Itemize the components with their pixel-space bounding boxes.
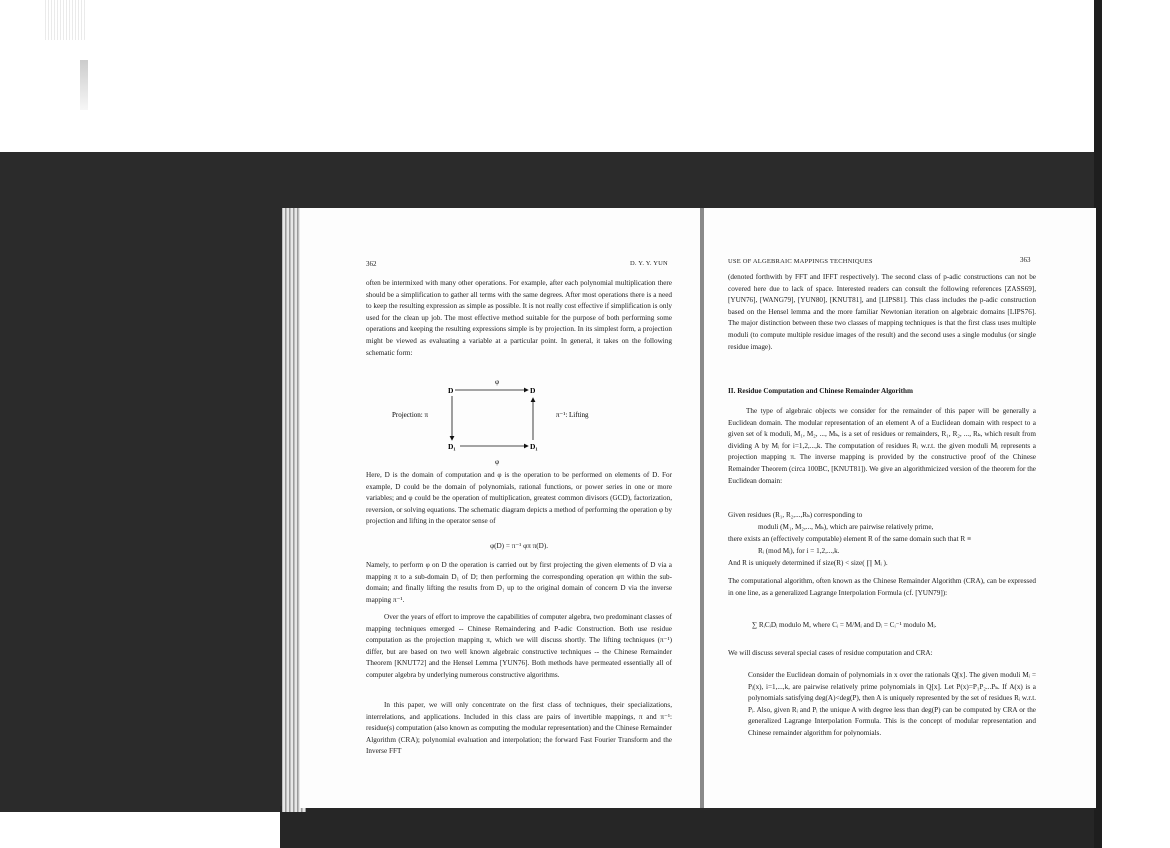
left-page-number: 362	[366, 260, 377, 268]
right-paragraph-4: We will discuss several special cases of residue computation and CRA:	[728, 649, 933, 657]
right-paragraph-3: The computational algorithm, often known as the Chinese Remainder Algorithm (CRA), can be expressed in one line, as a generalized Lagrange Interpolation Formula (cf. [YUN79]):	[728, 577, 1036, 597]
diagram-top-arrow-label: φ	[495, 378, 500, 386]
right-running-head: USE OF ALGEBRAIC MAPPINGS TECHNIQUES	[728, 258, 873, 265]
left-paragraph-1: often be intermixed with many other operations. For example, after each polynomial multiplication there should be a simplification to gather all terms with the same degrees. After most operations there is a need to keep the resulting expression as simple as possible. It is not really cost effective if simplification is only used for the clean up job. The most effective method suitable for the purpose of both performing some operations and keeping the resulting expressions simple is by projection. In its simplest form, a projection might be viewed as evaluating a variable at a particular point. In general, it takes on the following schematic form:	[366, 279, 672, 357]
diagram-projection-label: Projection: π	[392, 411, 429, 419]
scanner-bottom-edge	[280, 806, 1170, 848]
right-paragraph-5: Consider the Euclidean domain of polynomials in x over the rationals Q[x]. The given moduli Mᵢ = Pᵢ(x), i=1,...,k, are pairwise relatively prime polynomials in Q[x]. Let P(x)=P₁P₂...Pₖ. If A(x) is a polynomials satisfying deg(A)<deg(P), then A is uniquely represented by the set of residues Rᵢ w.r.t. Pᵢ. Also, given Rᵢ and Pᵢ the unique A with degree less than deg(P) can be computed by CRA or the generalized Lagrange Interpolation Formula. This is the concept of modular representation and Chinese remainder algorithm for polynomials.	[748, 671, 1036, 737]
scan-artifact	[45, 0, 85, 40]
diagram-bottom-arrow-label: φ	[495, 458, 500, 466]
right-page-number: 363	[1020, 256, 1031, 264]
diagram-node-top-right: D	[530, 386, 536, 395]
theorem-line-2: moduli (M₁, M₂,..., Mₖ), which are pairwise relatively prime,	[758, 523, 934, 531]
operator-equation: φ(D) = π⁻¹ φπ π(D).	[489, 542, 549, 550]
projection-diagram	[390, 376, 650, 468]
diagram-node-bottom-right: D₁	[530, 442, 538, 451]
right-page	[704, 208, 1096, 808]
theorem-line-1: Given residues (R₁, R₂,...,Rₖ) corresponding to	[728, 511, 863, 519]
diagram-node-top-left: D	[448, 386, 454, 395]
right-paragraph-2: The type of algebraic objects we consider for the remainder of this paper will be generally a Euclidean domain. The modular representation of an element A of a Euclidean domain with respect to a given set of k moduli, M₁, M₂, ..., Mₖ, is a set of residues or remainders, R₁, R₂, ..., Rₖ, which result from dividing A by Mᵢ for i=1,2,...,k. The computation of residues Rᵢ w.r.t. the given moduli Mᵢ represents a projection mapping π. The inverse mapping is provided by the constructive proof of the Chinese Remainder Theorem (circa 100BC, [KNUT81]). We give an algorithmicized version of the theorem for the Euclidean domain:	[728, 407, 1036, 485]
diagram-node-bottom-left: D₁	[448, 442, 456, 451]
scan-artifact	[80, 60, 88, 110]
left-running-head: D. Y. Y. YUN	[630, 260, 668, 267]
cra-formula: ∑ RᵢCᵢDᵢ modulo M, where Cᵢ = M/Mᵢ and Dᵢ = Cᵢ⁻¹ modulo Mᵢ.	[752, 621, 937, 629]
left-paragraph-5: In this paper, we will only concentrate on the first class of techniques, their specializations, interrelations, and applications. Included in this class are pairs of invertible mappings, π and π⁻¹: residue(s) computation (also known as computing the modular representation) and the Chinese Remainder Algorithm (CRA); polynomial evaluation and interpolation; the forward Fast Fourier Transform and the Inverse FFT	[366, 701, 672, 756]
theorem-line-5: And R is uniquely determined if size(R) < size( ∏ Mᵢ ).	[728, 559, 888, 567]
left-paragraph-2: Here, D is the domain of computation and φ is the operation to be performed on elements of D. For example, D could be the domain of polynomials, rational functions, or power series in one or more variables; and φ could be the operation of multiplication, greatest common divisors (GCD), factorization, reversion, or solving equations. The schematic diagram depicts a method of performing the operation φ by projection and lifting in the operator sense of	[366, 471, 673, 526]
left-paragraph-3: Namely, to perform φ on D the operation is carried out by first projecting the given elements of D via a mapping π to a sub-domain D₁ of D; then performing the corresponding operation φπ within the sub-domain; and finally lifting the results from D₁ up to the original domain of concern D via the inverse mapping π⁻¹.	[366, 561, 672, 604]
right-paragraph-1: (denoted forthwith by FFT and IFFT respectively). The second class of p-adic constructions can not be covered here due to lack of space. Interested readers can consult the following references [ZASS69], [YUN76], [WANG79], [YUN80], [KNUT81], and [LIPS81]. This class includes the p-adic construction based on the Hensel lemma and the more familiar Newtonian iteration on algebraic domains [LIPS76]. The major distinction between these two classes of mapping techniques is that the first class uses multiple moduli (to compute multiple residue images of the result) and the second uses a single modulus (or single residue image).	[728, 273, 1036, 351]
diagram-lifting-label: π⁻¹: Lifting	[556, 411, 589, 419]
right-margin	[1096, 0, 1170, 848]
theorem-line-4: Rᵢ (mod Mᵢ), for i = 1,2,...,k.	[758, 547, 840, 555]
left-page	[300, 208, 700, 808]
theorem-line-3: there exists an (effectively computable) element R of the same domain such that R ≡	[728, 535, 972, 543]
left-paragraph-4: Over the years of effort to improve the capabilities of computer algebra, two predominant classes of mapping techniques emerged -- Chinese Remaindering and P-adic Construction. Both use residue computation as the projection mapping π, which we will discuss shortly. The lifting techniques (π⁻¹) differ, but are based on two well known algebraic constructive techniques -- the Chinese Remainder Theorem [KNUT72] and the Hensel Lemma [YUN76]. Both methods have permeated essentially all of computer algebra by underlying numerous constructive algorithms.	[366, 613, 672, 679]
section-heading: II. Residue Computation and Chinese Remainder Algorithm	[728, 387, 913, 395]
